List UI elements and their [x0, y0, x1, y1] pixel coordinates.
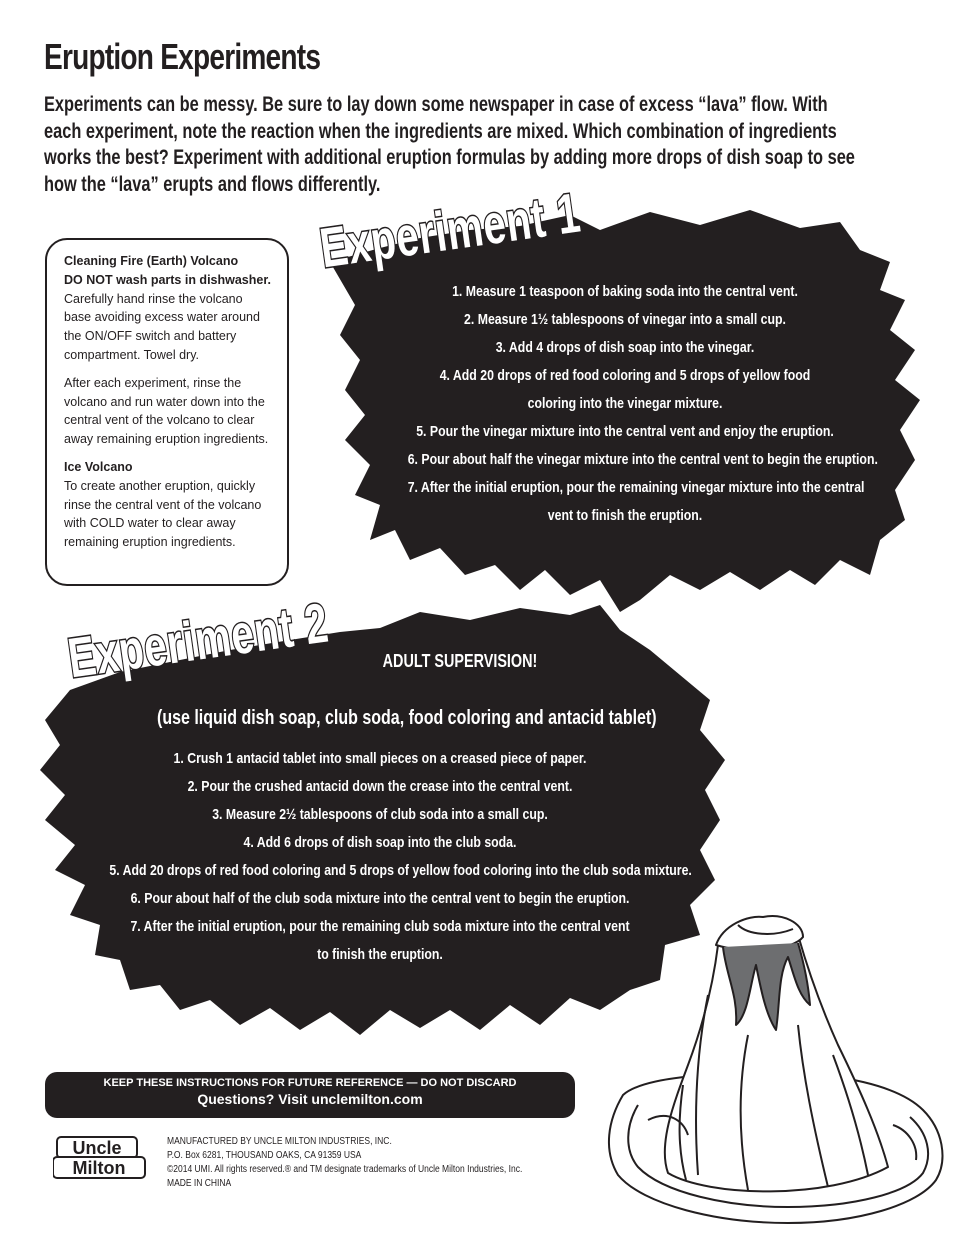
experiment-1-line: 7. After the initial eruption, pour the remaining vinegar mixture into the central	[407, 479, 865, 496]
experiment-2-line: 5. Add 20 drops of red food coloring and 5 drops of yellow food coloring into the club soda mixture.	[109, 862, 692, 879]
experiment-1-line: 6. Pour about half the vinegar mixture into the central vent to begin the eruption.	[407, 451, 878, 468]
experiment-1-line: 4. Add 20 drops of red food coloring and 5 drops of yellow food	[439, 367, 811, 384]
experiment-1-line: vent to finish the eruption.	[547, 507, 703, 524]
experiment-2-line: to finish the eruption.	[317, 946, 443, 963]
website-link[interactable]: Questions? Visit unclemilton.com	[197, 1091, 423, 1107]
keep-instructions-note: KEEP THESE INSTRUCTIONS FOR FUTURE REFERENCE — DO NOT DISCARD	[103, 1077, 517, 1089]
experiment-2-line: 6. Pour about half of the club soda mixture into the central vent to begin the eruption.	[130, 890, 630, 907]
experiment-2-line: 3. Measure 2½ tablespoons of club soda into a small cup.	[212, 806, 548, 823]
care-heading-fire: Cleaning Fire (Earth) Volcano	[64, 254, 239, 268]
care-text-fire: Carefully hand rinse the volcano base avoiding excess water around the ON/OFF switch and battery compartment. Towel dry.	[64, 291, 260, 362]
manufacturer-line: MADE IN CHINA	[167, 1178, 232, 1189]
experiment-1-title: Experiment 1	[316, 180, 585, 280]
intro-text: Experiments can be messy. Be sure to lay down some newspaper in case of excess “lava” flow. With each experiment, note the reaction when the ingredients are mixed. Which combination of ingredients works the best? Experiment with additional eruption formulas by adding more drops of dish soap to see how the “lava” erupts and flows differently.	[44, 93, 855, 196]
care-instructions-box	[45, 238, 289, 586]
experiment-2-line: 1. Crush 1 antacid tablet into small pieces on a creased piece of paper.	[173, 750, 587, 767]
manufacturer-line: P.O. Box 6281, THOUSAND OAKS, CA 91359 USA	[167, 1150, 362, 1161]
uncle-milton-logo	[53, 1136, 149, 1180]
care-heading-ice: Ice Volcano	[64, 459, 133, 474]
experiment-1-line: 2. Measure 1½ tablespoons of vinegar into a small cup.	[464, 311, 786, 328]
experiment-1-line: 5. Pour the vinegar mixture into the central vent and enjoy the eruption.	[416, 423, 834, 440]
care-warning: DO NOT wash parts in dishwasher.	[64, 272, 271, 287]
volcano-illustration	[598, 905, 948, 1230]
experiment-2-title: Experiment 2	[64, 590, 333, 690]
logo-line-1: Uncle	[72, 1138, 122, 1158]
experiment-2-subtitle: (use liquid dish soap, club soda, food coloring and antacid tablet)	[157, 707, 657, 729]
experiment-1-line: 3. Add 4 drops of dish soap into the vinegar.	[495, 339, 755, 356]
footer-bar	[45, 1072, 575, 1118]
manufacturer-line: MANUFACTURED BY UNCLE MILTON INDUSTRIES, INC.	[167, 1136, 392, 1147]
experiment-2-line: 7. After the initial eruption, pour the remaining club soda mixture into the central vent	[130, 918, 630, 935]
manufacturer-line: ©2014 UMI. All rights reserved.® and TM designate trademarks of Uncle Milton Industries, Inc.	[167, 1164, 523, 1175]
experiment-2-line: 2. Pour the crushed antacid down the crease into the central vent.	[187, 778, 573, 795]
care-text-ice: To create another eruption, quickly rinse the central vent of the volcano with COLD water to clear away remaining eruption ingredients.	[64, 478, 262, 550]
care-text-rinse: After each experiment, rinse the volcano and run water down into the central vent of the volcano to clear away remaining eruption ingredients.	[64, 375, 269, 447]
experiment-1-line: 1. Measure 1 teaspoon of baking soda into the central vent.	[452, 283, 798, 300]
experiment-1-line: coloring into the vinegar mixture.	[527, 395, 723, 412]
adult-supervision-warning: ADULT SUPERVISION!	[382, 651, 538, 671]
experiment-2-line: 4. Add 6 drops of dish soap into the club soda.	[243, 834, 517, 851]
page-title: Eruption Experiments	[44, 36, 321, 77]
experiment-1-steps	[360, 278, 890, 530]
manufacturer-info	[167, 1135, 522, 1191]
logo-line-2: Milton	[72, 1158, 126, 1178]
